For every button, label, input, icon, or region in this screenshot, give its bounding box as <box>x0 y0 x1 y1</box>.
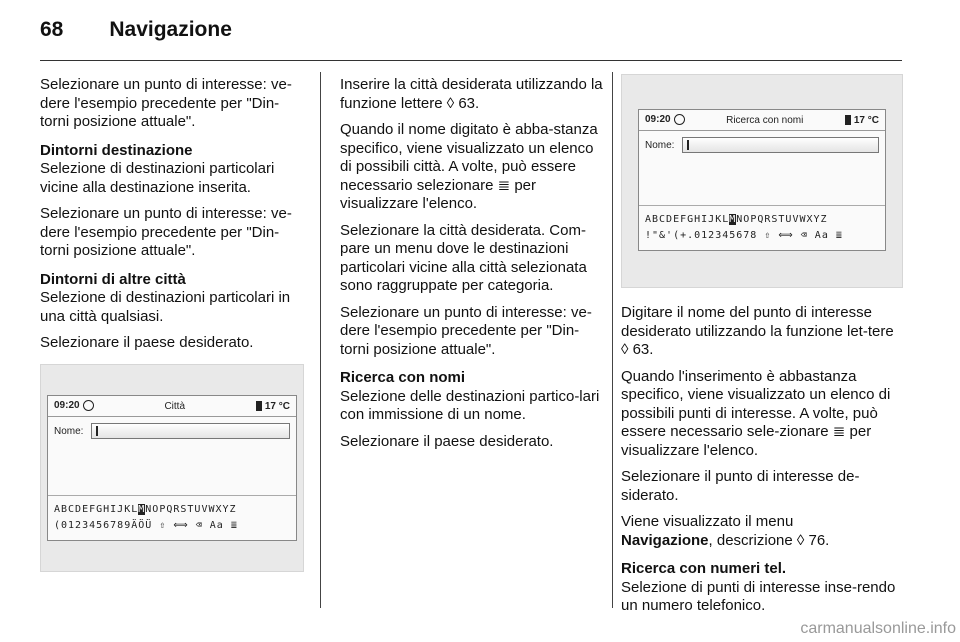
paragraph: Selezionare un punto di interesse: ve-dere l'esempio precedente per "Din-torni posizione attuale". <box>40 205 292 259</box>
column-2 <box>340 76 604 459</box>
field-label: Nome: <box>54 425 84 437</box>
display-panel <box>47 395 297 541</box>
name-input[interactable] <box>91 423 290 439</box>
keys-b[interactable]: NOPQRSTUVWXYZ <box>736 214 828 225</box>
letter-keyboard[interactable] <box>54 502 290 534</box>
display-panel <box>638 109 886 251</box>
field-label: Nome: <box>645 139 675 151</box>
page-number: 68 <box>40 18 64 41</box>
time-label: 09:20 <box>645 114 671 126</box>
menu-name: Navigazione <box>621 531 709 549</box>
screenshot-citta <box>40 364 304 572</box>
temperature-label: 17 °C <box>264 400 290 412</box>
keyboard-row-1 <box>54 502 290 518</box>
paragraph: Quando l'inserimento è abbastanza specifico, viene visualizzato un elenco di possibili punti di interesse. A volte, può essere necessario sele-zionare ≣ per visualizzare l'elenco. <box>621 367 891 459</box>
function-keys[interactable]: ⇧ ⟺ ⌫ Aa ≣ <box>764 230 843 241</box>
keys-a[interactable]: ABCDEFGHIJKL <box>645 214 730 225</box>
letter-keyboard[interactable] <box>645 212 879 244</box>
name-field-row <box>48 417 296 445</box>
keys-c[interactable]: (0123456789ÄÖÜ <box>54 520 153 531</box>
time-label: 09:20 <box>54 400 80 412</box>
keys-c[interactable]: !"&'(+.012345678 <box>645 230 758 241</box>
paragraph: Selezione di destinazioni particolari vicine alla destinazione inserita. <box>40 160 275 196</box>
paragraph: Digitare il nome del punto di interesse desiderato utilizzando la funzione let-tere ◊ 63. <box>621 304 894 358</box>
paragraph: Selezione di destinazioni particolari in una città qualsiasi. <box>40 289 291 325</box>
paragraph: Selezione di punti di interesse inse-rendo un numero telefonico. <box>621 578 896 614</box>
clock-icon <box>674 114 685 125</box>
page-header <box>40 18 232 42</box>
text-run: , descrizione ◊ 76. <box>708 531 830 549</box>
keyboard-row-1 <box>645 212 879 228</box>
thermometer-icon <box>256 401 262 411</box>
paragraph: Selezionare il paese desiderato. <box>40 334 254 351</box>
screen-title: Città <box>164 400 185 412</box>
screenshot-ricerca-con-nomi <box>621 74 903 288</box>
column-1 <box>40 76 302 361</box>
selected-key[interactable]: M <box>729 214 737 225</box>
header-rule <box>40 60 902 61</box>
paragraph: Selezionare un punto di interesse: ve-dere l'esempio precedente per "Din-torni posizione attuale". <box>40 76 292 130</box>
name-field-row <box>639 131 885 159</box>
keyboard-row-2 <box>54 518 290 534</box>
watermark: carmanualsonline.info <box>800 620 956 637</box>
text-run: Viene visualizzato il menu <box>621 513 794 530</box>
divider <box>48 495 296 496</box>
column-3 <box>621 304 901 624</box>
status-bar <box>48 396 296 417</box>
name-input[interactable] <box>682 137 879 153</box>
paragraph: Quando il nome digitato è abba-stanza specifico, viene visualizzato un elenco di possibili città. A volte, può essere necessario selezionare ≣ per visualizzare l'elenco. <box>340 121 598 212</box>
keys-b[interactable]: NOPQRSTUVWXYZ <box>145 504 237 515</box>
status-bar <box>639 110 885 131</box>
subheading: Ricerca con numeri tel. <box>621 560 787 577</box>
subheading: Dintorni destinazione <box>40 141 193 159</box>
divider <box>639 205 885 206</box>
screen-title: Ricerca con nomi <box>726 114 804 126</box>
keyboard-row-2 <box>645 228 879 244</box>
paragraph: Selezionare il punto di interesse de-siderato. <box>621 468 860 504</box>
subheading: Dintorni di altre città <box>40 270 186 288</box>
paragraph: Selezionare un punto di interesse: ve-dere l'esempio precedente per "Din-torni posizione attuale". <box>340 303 592 358</box>
function-keys[interactable]: ⇧ ⟺ ⌫ Aa ≣ <box>159 520 238 531</box>
paragraph: Selezione delle destinazioni partico-lari con immissione di un nome. <box>340 387 600 423</box>
column-divider <box>612 72 613 608</box>
paragraph: Selezionare la città desiderata. Com-pare un menu dove le destinazioni particolari vicine alla città selezionata sono raggruppate per categoria. <box>340 221 587 294</box>
paragraph <box>621 513 901 550</box>
temperature-label: 17 °C <box>853 114 879 126</box>
subheading: Ricerca con nomi <box>340 369 466 386</box>
paragraph: Selezionare il paese desiderato. <box>340 432 554 450</box>
column-divider <box>320 72 321 608</box>
clock-icon <box>83 400 94 411</box>
selected-key[interactable]: M <box>138 504 146 515</box>
thermometer-icon <box>845 115 851 125</box>
keys-a[interactable]: ABCDEFGHIJKL <box>54 504 139 515</box>
section-title: Navigazione <box>109 18 232 41</box>
paragraph: Inserire la città desiderata utilizzando la funzione lettere ◊ 63. <box>340 76 603 112</box>
